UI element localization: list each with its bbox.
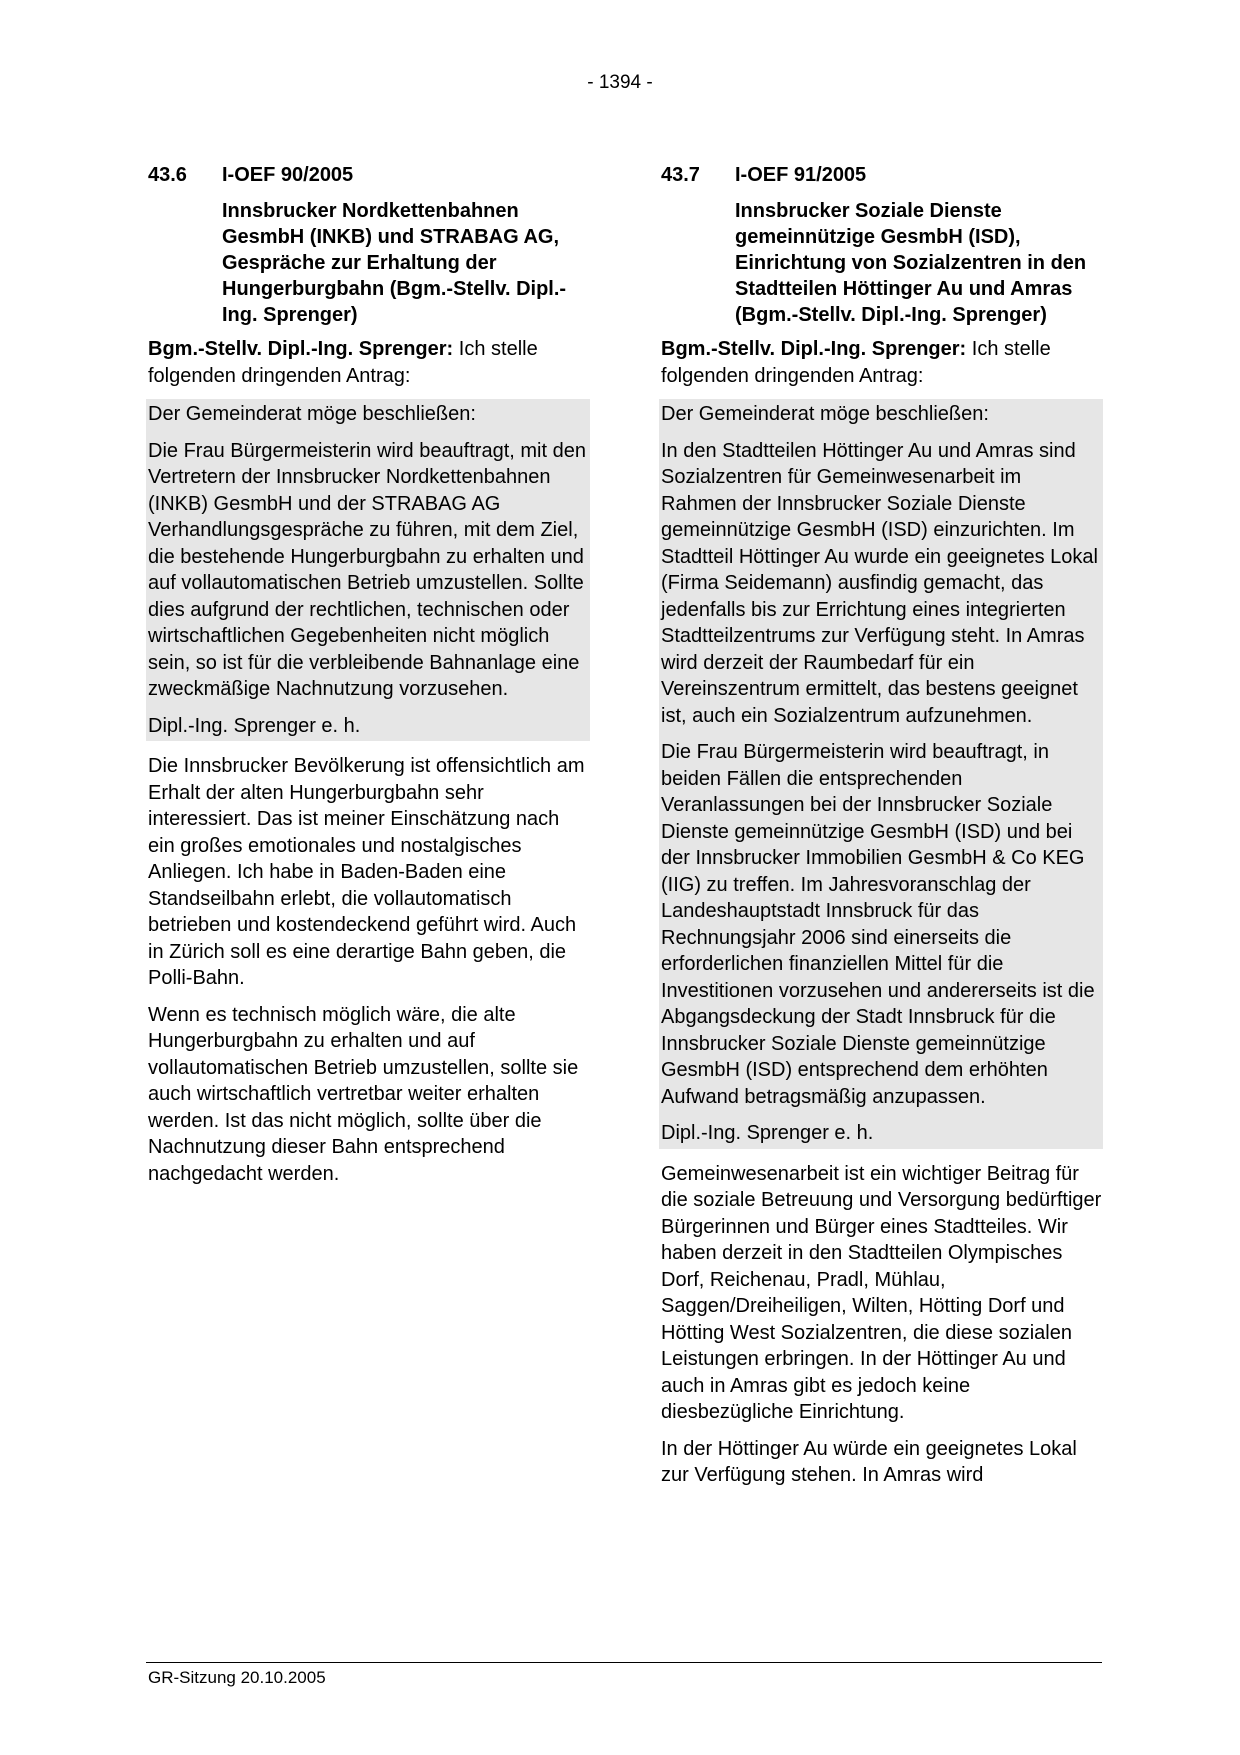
body-paragraph: Die Innsbrucker Bevölkerung ist offensichtlich am Erhalt der alten Hungerburgbahn sehr interessiert. Das ist meiner Einschätzung nach ein großes emotionales und nostalgisches Anliegen. Ich habe in Baden-Baden eine Standseilbahn erlebt, die vollautomatisch betrieben und kostendeckend geführt wird. Auch in Zürich soll es eine derartige Bahn geben, die Polli-Bahn. [148,755,585,989]
item-number: 43.6 [148,164,187,186]
speaker-name: Bgm.-Stellv. Dipl.-Ing. Sprenger: [661,338,967,360]
speaker-name: Bgm.-Stellv. Dipl.-Ing. Sprenger: [148,338,454,360]
body-paragraph: Wenn es technisch möglich wäre, die alte Hungerburgbahn zu erhalten und auf vollautomatischen Betrieb umzustellen, sollte sie auch wirtschaftlich vertretbar weiter erhalten werden. Ist das nicht möglich, sollte über die Nachnutzung dieser Bahn entsprechend nachgedacht werden. [148,1003,579,1185]
motion-text: Die Frau Bürgermeisterin wird beauftragt, in beiden Fällen die entsprechenden Veranlassungen bei der Innsbrucker Soziale Dienste gemeinnützige GesmbH (ISD) und bei der Innsbrucker Immobilien GesmbH & Co KEG (IIG) zu treffen. Im Jahresvoranschlag der Landeshauptstadt Innsbruck für das Rechnungsjahr 2006 sind einerseits die erforderlichen finanziellen Mittel für die Investitionen vorzusehen und andererseits ist die Abgangsdeckung der Stadt Innsbruck für die Innsbrucker Soziale Dienste gemeinnützige GesmbH (ISD) entsprechend dem erhöhten Aufwand betragsmäßig anzupassen. [661,741,1095,1108]
motion-lead: Der Gemeinderat möge beschließen: [148,403,476,425]
item-title: Innsbrucker Soziale Dienste gemeinnützige GesmbH (ISD), Einrichtung von Sozialzentren in den Stadtteilen Höttinger Au und Amras (Bgm.-Stellv. Dipl.-Ing. Sprenger) [735,200,1087,326]
motion-text: Die Frau Bürgermeisterin wird beauftragt, mit den Vertretern der Innsbrucker Nordkettenbahnen (INKB) GesmbH und der STRABAG AG Verhandlungsgespräche zu führen, mit dem Ziel, die bestehende Hungerburgbahn zu erhalten und auf vollautomatischen Betrieb umzustellen. Sollte dies aufgrund der rechtlichen, technischen oder wirtschaftlichen Gegebenheiten nicht möglich sein, so ist für die verbleibende Bahnanlage eine zweckmäßige Nachnutzung vorzusehen. [148,439,586,700]
page-number: - 1394 - [587,72,653,93]
item-header [661,162,1103,188]
footer-divider [146,1662,1102,1663]
speaker-intro [661,336,1103,389]
item-code: I-OEF 90/2005 [222,164,354,186]
speaker-statement: Ich stelle folgenden dringenden Antrag: [661,338,1051,387]
body-paragraph: Gemeinwesenarbeit ist ein wichtiger Beitrag für die soziale Betreuung und Versorgung bedürftiger Bürgerinnen und Bürger eines Stadtteiles. Wir haben derzeit in den Stadtteilen Olympisches Dorf, Reichenau, Pradl, Mühlau, Saggen/Dreiheiligen, Wilten, Hötting Dorf und Hötting West Sozialzentren, die diese sozialen Leistungen erbringen. In der Höttinger Au und auch in Amras gibt es jedoch keine diesbezügliche Einrichtung. [661,1162,1102,1423]
left-column [148,162,590,1197]
footer-session-date: GR-Sitzung 20.10.2005 [148,1668,326,1687]
right-column [661,162,1103,1499]
item-number: 43.7 [661,164,700,186]
item-title: Innsbrucker Nordkettenbahnen GesmbH (INKB) und STRABAG AG, Gespräche zur Erhaltung der Hungerburgbahn (Bgm.-Stellv. Dipl.-Ing. Sprenger) [222,200,567,326]
motion-signature: Dipl.-Ing. Sprenger e. h. [148,714,361,737]
item-code: I-OEF 91/2005 [735,164,867,186]
speaker-statement: Ich stelle folgenden dringenden Antrag: [148,338,538,387]
motion-text: In den Stadtteilen Höttinger Au und Amras sind Sozialzentren für Gemeinwesenarbeit im Rahmen der Innsbrucker Soziale Dienste gemeinnützige GesmbH (ISD) einzurichten. Im Stadtteil Höttinger Au wurde ein geeignetes Lokal (Firma Seidemann) ausfindig gemacht, das jedenfalls bis zur Errichtung eines integrierten Stadtteilzentrums zur Verfügung steht. In Amras wird derzeit der Raumbedarf für ein Vereinszentrum ermittelt, das bestens geeignet ist, auch ein Sozialzentrum aufzunehmen. [661,439,1098,727]
motion-box [146,399,590,741]
motion-signature: Dipl.-Ing. Sprenger e. h. [661,1122,874,1144]
item-header [148,162,590,188]
body-paragraph: In der Höttinger Au würde ein geeignetes Lokal zur Verfügung stehen. In Amras wird [661,1437,1077,1486]
motion-box [659,399,1103,1149]
speaker-intro [148,336,590,389]
motion-lead: Der Gemeinderat möge beschließen: [661,403,989,425]
